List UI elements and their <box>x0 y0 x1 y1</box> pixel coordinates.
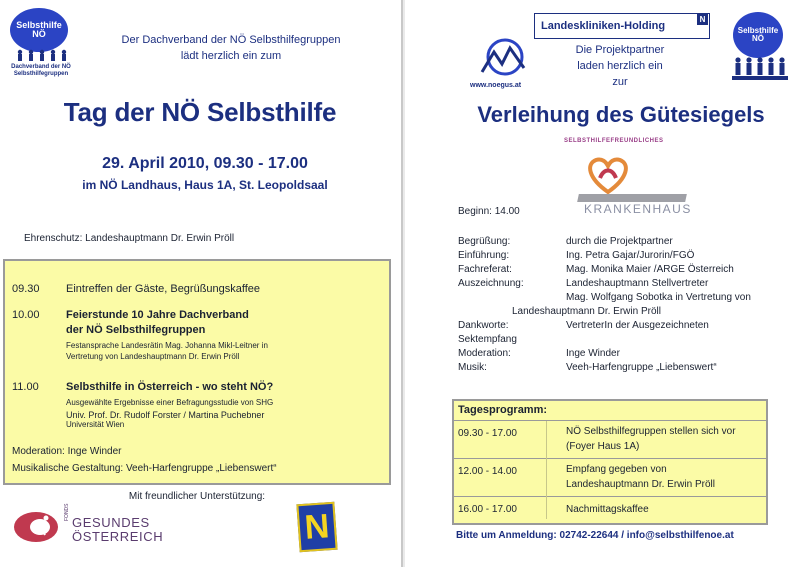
right-intro-line-3: zur <box>612 76 628 88</box>
seal-hearts-icon <box>578 148 638 198</box>
event-title: Tag der NÖ Selbsthilfe <box>63 97 337 127</box>
row-value-thanks: VertreterIn der Ausgezeichneten <box>566 320 709 331</box>
row-label-music: Musik: <box>458 362 487 373</box>
day-program-header-rule <box>454 420 766 421</box>
music-line: Musikalische Gestaltung: Veeh-Harfengruppe „Liebenswert“ <box>12 463 277 474</box>
row-value-greeting: durch die Projektpartner <box>566 236 673 247</box>
program-detail-1000-line1: Festansprache Landesrätin Mag. Johanna Mikl-Leitner in <box>66 341 268 350</box>
row-value-intro: Ing. Petra Gajar/Jurorin/FGÖ <box>566 250 695 261</box>
noe-logo: N <box>296 502 337 553</box>
day-program-rule-1 <box>454 458 766 459</box>
fgo-line-1: GESUNDES <box>72 515 150 530</box>
fgo-line-2: ÖSTERREICH <box>72 529 164 544</box>
program-detail-1000-line2: Vertretung von Landeshauptmann Dr. Erwin Pröll <box>66 352 240 361</box>
landeskliniken-logo: Landeskliniken-Holding <box>534 13 710 39</box>
seal-word: KRANKENHAUS <box>584 202 692 216</box>
row-label-award: Auszeichnung: <box>458 278 524 289</box>
fgo-small-label: FONDS <box>64 503 70 521</box>
logo-figures-right <box>732 56 788 82</box>
program-time-1100: 11.00 <box>12 381 39 393</box>
day-program-rule-2 <box>454 496 766 497</box>
intro-line-1: Der Dachverband der NÖ Selbsthilfegruppen <box>121 34 341 46</box>
event-venue: im NÖ Landhaus, Haus 1A, St. Leopoldsaal <box>82 178 328 192</box>
row-value-moderation: Inge Winder <box>566 348 620 359</box>
day-time-2: 12.00 - 14.00 <box>458 466 517 477</box>
row-value-lecture: Mag. Monika Maier /ARGE Österreich <box>566 264 734 275</box>
day-program-title: Tagesprogramm: <box>458 404 548 416</box>
row-label-greeting: Begrüßung: <box>458 236 511 247</box>
support-line: Mit freundlicher Unterstützung: <box>128 491 266 502</box>
day-line-1a: NÖ Selbsthilfegruppen stellen sich vor <box>566 426 736 437</box>
day-line-2b: Landeshauptmann Dr. Erwin Pröll <box>566 479 715 490</box>
right-intro-line-1: Die Projektpartner <box>575 44 665 56</box>
program-detail-1100-line3: Universität Wien <box>66 420 125 429</box>
logo-subtitle: Dachverband der NÖ Selbsthilfegruppen <box>11 64 71 77</box>
selbsthilfe-logo-right: Selbsthilfe NÖ <box>733 12 783 58</box>
program-title-1100: Selbsthilfe in Österreich - wo steht NÖ? <box>66 381 274 393</box>
rsvp-line: Bitte um Anmeldung: 02742-22644 / info@selbsthilfenoe.at <box>456 530 734 541</box>
award-title: Verleihung des Gütesiegels <box>477 102 765 127</box>
day-line-2a: Empfang gegeben von <box>566 464 667 475</box>
event-date: 29. April 2010, 09.30 - 17.00 <box>102 155 308 172</box>
reception-line: Sektempfang <box>458 334 517 345</box>
row-label-intro: Einführung: <box>458 250 510 261</box>
seal-band <box>577 194 687 202</box>
award-line-3: Landeshauptmann Dr. Erwin Pröll <box>512 306 661 317</box>
program-time-0930: 09.30 <box>12 283 40 295</box>
noegus-url: www.noegus.at <box>470 82 522 89</box>
row-value-music: Veeh-Harfengruppe „Liebenswert“ <box>566 362 717 373</box>
program-title-1000-line1: Feierstunde 10 Jahre Dachverband <box>66 309 249 321</box>
moderation-line: Moderation: Inge Winder <box>12 446 122 457</box>
program-time-1000: 10.00 <box>12 309 40 321</box>
logo-figures <box>14 48 68 60</box>
fgo-runner-icon <box>14 507 64 547</box>
program-detail-1100-line1: Ausgewählte Ergebnisse einer Befragungsstudie von SHG <box>66 398 274 407</box>
page-fold-shadow <box>403 0 405 567</box>
row-label-thanks: Dankworte: <box>458 320 509 331</box>
seal-arc-text: SELBSTHILFEFREUNDLICHES <box>564 138 664 144</box>
begin-time: Beginn: 14.00 <box>458 206 520 217</box>
day-time-3: 16.00 - 17.00 <box>458 504 517 515</box>
day-line-1b: (Foyer Haus 1A) <box>566 441 640 452</box>
program-title-0930: Eintreffen der Gäste, Begrüßungskaffee <box>66 283 261 295</box>
patron-line: Ehrenschutz: Landeshauptmann Dr. Erwin Pröll <box>24 233 235 244</box>
program-detail-1100-line2: Univ. Prof. Dr. Rudolf Forster / Martina Puchebner <box>66 410 265 420</box>
row-value-award: Landeshauptmann Stellvertreter <box>566 278 709 289</box>
day-line-3a: Nachmittagskaffee <box>566 504 649 515</box>
quality-seal <box>560 136 690 216</box>
day-program-col-rule <box>546 421 547 519</box>
noegus-logo <box>476 38 534 80</box>
row-label-lecture: Fachreferat: <box>458 264 512 275</box>
fgo-logo <box>14 505 184 550</box>
selbsthilfe-logo: Selbsthilfe NÖ <box>10 8 68 52</box>
landeskliniken-badge: N <box>697 14 708 25</box>
row-label-moderation: Moderation: <box>458 348 511 359</box>
award-line-2: Mag. Wolfgang Sobotka in Vertretung von <box>566 292 751 303</box>
right-intro-line-2: laden herzlich ein <box>577 60 663 72</box>
day-time-1: 09.30 - 17.00 <box>458 428 517 439</box>
intro-line-2: lädt herzlich ein zum <box>180 50 282 62</box>
program-title-1000-line2: der NÖ Selbsthilfegruppen <box>66 324 206 336</box>
